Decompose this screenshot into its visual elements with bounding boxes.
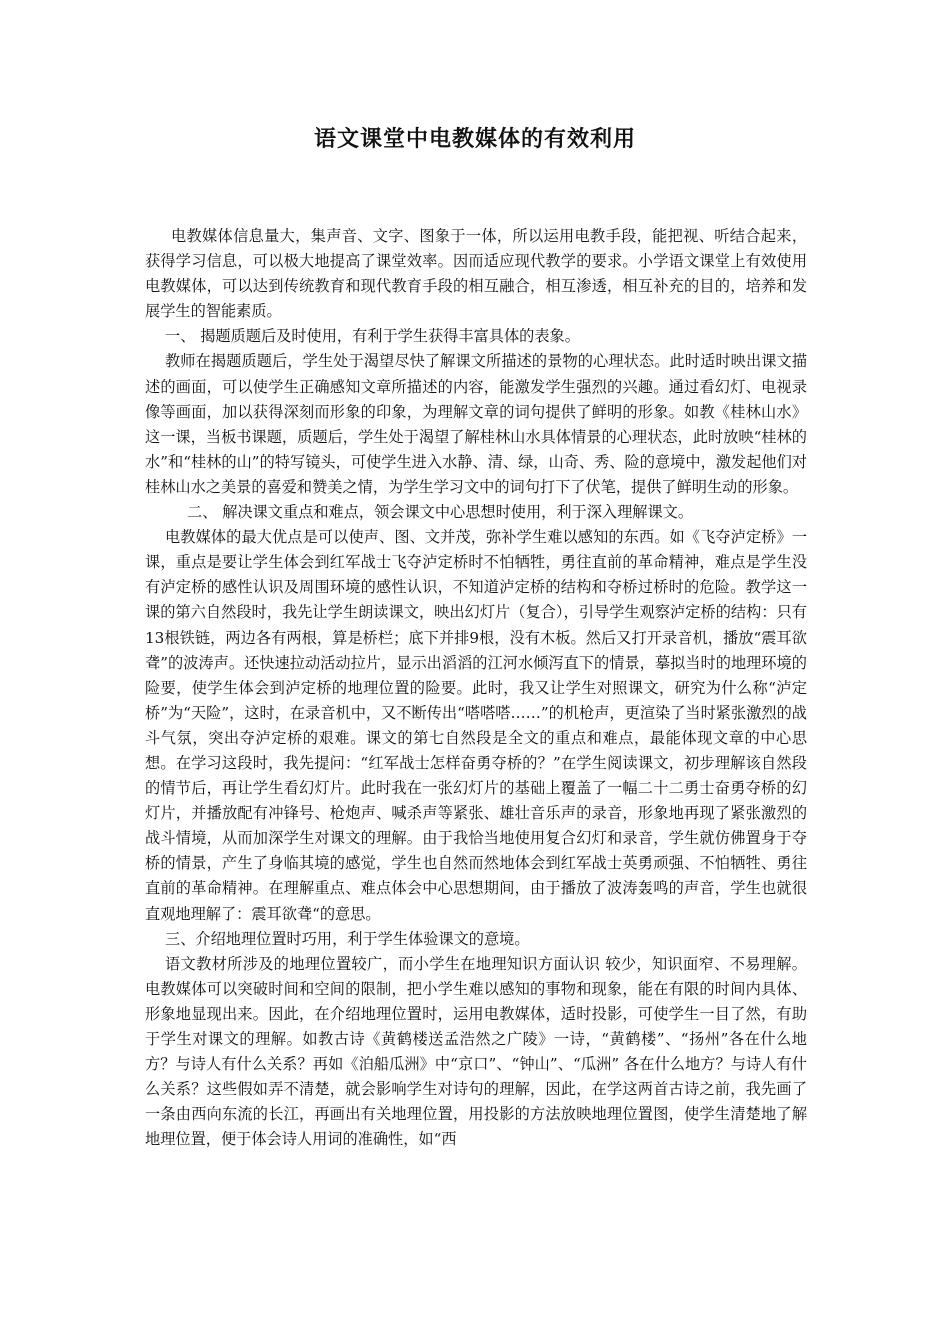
- page-title: 语文课堂中电教媒体的有效利用: [313, 126, 636, 152]
- intro-paragraph: 电教媒体信息量大，集声音、文字、图象于一体，所以运用电教手段，能把视、听结合起来，获得学习信息，可以极大地提高了课堂效率。因而适应现代教学的要求。小学语文课堂上有效使用电教媒体，可以达到传统教育和现代教育手段的相互融合，相互渗透，相互补充的目的，培养和发展学生的智能素质。: [145, 227, 807, 321]
- section-1-paragraph: 教师在揭题质题后，学生处于渴望尽快了解课文所描述的景物的心理状态。此时适时映出课文描述的画面，可以使学生正确感知文章所描述的内容，能激发学生强烈的兴趣。通过看幻灯、电视录像等画面，加以获得深刻而形象的印象，为理解文章的词句提供了鲜明的形象。如教《桂林山水》这一课，当板书课题，质题后，学生处于渴望了解桂林山水具体情景的心理状态，此时放映“桂林的水”和“桂林的山”的特写镜头，可使学生进入水静、清、绿，山奇、秀、险的意境中，激发起他们对桂林山水之美景的喜爱和赞美之情，为学生学习文中的词句打下了伏笔，提供了鲜明生动的形象。: [145, 352, 807, 496]
- section-3-paragraph: 语文教材所涉及的地理位置较广，而小学生在地理知识方面认识 较少，知识面窄、不易理解。电教媒体可以突破时间和空间的限制，把小学生难以感知的事物和现象，能在有限的时间内具体、形象地显现出来。因此，在介绍地理位置时，运用电教媒体，适时投影，可使学生一目了然，有助于学生对课文的理解。如教古诗《黄鹤楼送孟浩然之广陵》一诗，“黄鹤楼”、“扬州”各在什么地方？与诗人有什么关系？再如《泊船瓜洲》中“京口”、“钟山”、“瓜洲” 各在什么地方？与诗人有什么关系？这些假如弄不清楚，就会影响学生对诗句的理解，因此，在学这两首古诗之前，我先画了一条由西向东流的长江，再画出有关地理位置，用投影的方法放映地理位置图，使学生清楚地了解地理位置，便于体会诗人用词的准确性，如“西: [145, 954, 807, 1149]
- section-2-paragraph: 电教媒体的最大优点是可以使声、图、文并茂，弥补学生难以感知的东西。如《飞夺泸定桥》一课，重点是要让学生体会到红军战士飞夺泸定桥时不怕牺牲，勇往直前的革命精神，难点是学生没有泸定桥的感性认识及周围环境的感性认识，不知道泸定桥的结构和夺桥过桥时的危险。教学这一课的第六自然段时，我先让学生朗读课文，映出幻灯片（复合），引导学生观察泸定桥的结构：只有13根铁链，两边各有两根，算是桥栏；底下并排9根，没有木板。然后又打开录音机，播放“震耳欲聋”的波涛声。还快速拉动活动拉片，显示出滔滔的江河水倾泻直下的情景，摹拟当时的地理环境的险要，使学生体会到泸定桥的地理位置的险要。此时，我又让学生对照课文，研究为什么称“泸定桥”为“天险”，这时，在录音机中，又不断传出“嗒嗒嗒……”的机枪声，更渲染了当时紧张激烈的战斗气氛，突出夺泸定桥的艰难。课文的第七自然段是全文的重点和难点，最能体现文章的中心思想。在学习这段时，我先提问：“红军战士怎样奋勇夺桥的？”在学生阅读课文，初步理解该自然段的情节后，再让学生看幻灯片。此时我在一张幻灯片的基础上覆盖了一幅二十二勇士奋勇夺桥的幻灯片，并播放配有冲锋号、枪炮声、喊杀声等紧张、雄壮音乐声的录音，形象地再现了紧张激烈的战斗情境，从而加深学生对课文的理解。由于我恰当地使用复合幻灯和录音，学生就仿佛置身于夺桥的情景，产生了身临其境的感觉，学生也自然而然地体会到红军战士英勇顽强、不怕牺牲、勇往直前的革命精神。在理解重点、难点体会中心思想期间，由于播放了波涛轰鸣的声音，学生也就很直观地理解了：震耳欲聋“的意思。: [145, 528, 807, 923]
- section-heading-2: 二、 解决课文重点和难点，领会课文中心思想时使用，利于深入理解课文。: [187, 503, 694, 522]
- document-body: [145, 224, 807, 1152]
- section-heading-3: 三、介绍地理位置时巧用，利于学生体验课文的意境。: [165, 929, 530, 948]
- section-heading-1: 一、 揭题质题后及时使用，有利于学生获得丰富具体的表象。: [165, 327, 580, 346]
